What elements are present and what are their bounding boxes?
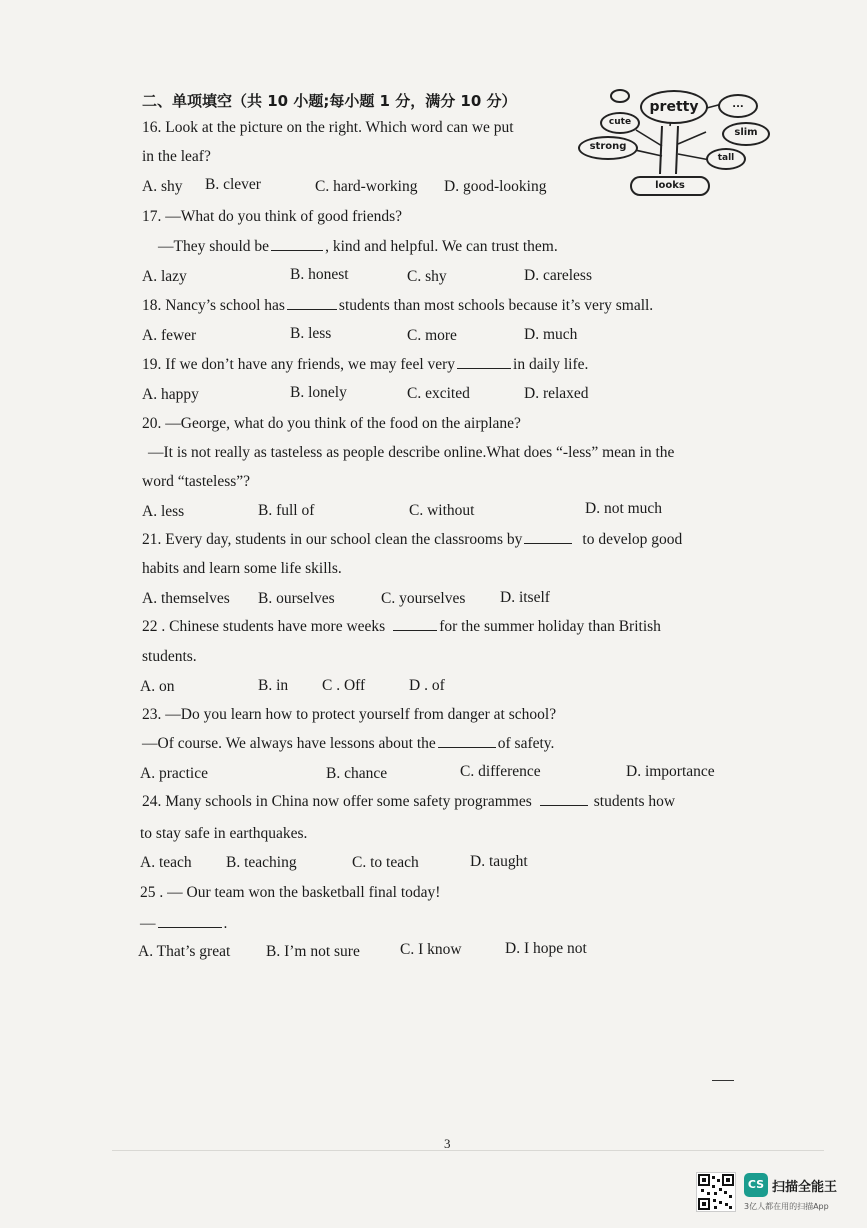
q17-option-c: C. shy (407, 268, 447, 285)
q25-stem: 25 . — Our team won the basketball final today! (140, 884, 441, 901)
q19-option-c: C. excited (407, 385, 470, 402)
q21-option-c: C. yourselves (381, 590, 466, 607)
q25-option-a: A. That’s great (138, 943, 231, 960)
q24-blank (540, 804, 588, 806)
trunk-looks: looks (630, 176, 710, 196)
q24-stem-pre: 24. Many schools in China now offer some safety programmes (142, 793, 532, 810)
q21-stem-post: to develop good (582, 531, 683, 548)
q16-option-d: D. good-looking (444, 178, 547, 195)
q23-stem-2-post: of safety. (497, 735, 555, 752)
q17-option-b: B. honest (290, 266, 349, 283)
q17-stem-2-post: , kind and helpful. We can trust them. (325, 238, 558, 255)
q17-blank (271, 249, 323, 251)
q21-stem-pre: 21. Every day, students in our school clean the classrooms by (142, 531, 523, 548)
q19-stem-pre: 19. If we don’t have any friends, we may feel very (142, 356, 456, 373)
q24-option-b: B. teaching (226, 854, 297, 871)
q22-option-b: B. in (258, 677, 289, 694)
word-tree-picture (574, 86, 774, 198)
q17-stem-2-pre: —They should be (158, 238, 270, 255)
q20-stem-2: —It is not really as tasteless as people describe online.What does “-less” mean in the (148, 444, 675, 461)
q22-stem-post: for the summer holiday than British (439, 618, 661, 635)
q16-option-c: C. hard-working (315, 178, 418, 195)
leaf-strong: strong (578, 136, 638, 160)
q16-stem-2: in the leaf? (142, 148, 211, 165)
q18-blank (287, 308, 337, 310)
q18-option-b: B. less (290, 325, 332, 342)
q19-option-d: D. relaxed (524, 385, 589, 402)
q20-option-c: C. without (409, 502, 475, 519)
leaf-slim: slim (722, 122, 770, 146)
q24-option-d: D. taught (470, 853, 528, 870)
q23-option-b: B. chance (326, 765, 388, 782)
q17-stem-2 (158, 239, 558, 255)
q22-stem-2: students. (142, 648, 197, 665)
q25-stem-2-post: . (223, 915, 228, 932)
q22-stem-pre: 22 . Chinese students have more weeks (142, 618, 386, 635)
q18-stem-post: students than most schools because it’s very small. (338, 297, 654, 314)
q25-option-d: D. I hope not (505, 940, 587, 957)
q18-stem-pre: 18. Nancy’s school has (142, 297, 285, 314)
q20-stem-3: word “tasteless”? (142, 473, 251, 490)
q22-option-d: D . of (409, 677, 445, 694)
scanner-app-tagline: 3亿人都在用的扫描App (744, 1202, 829, 1211)
q19-option-b: B. lonely (290, 384, 347, 401)
q24-option-c: C. to teach (352, 854, 419, 871)
q23-blank (438, 746, 496, 748)
q21-stem (142, 532, 682, 548)
camscanner-logo: CS (744, 1173, 768, 1197)
q23-option-a: A. practice (140, 765, 208, 782)
q16-option-a: A. shy (142, 178, 183, 195)
q25-stem-2-pre: — (140, 915, 156, 932)
leaf-pretty: pretty (640, 90, 708, 124)
q25-option-c: C. I know (400, 941, 462, 958)
q19-stem-post: in daily life. (513, 356, 589, 373)
q20-stem: 20. —George, what do you think of the food on the airplane? (142, 415, 521, 432)
q21-stem-2: habits and learn some life skills. (142, 560, 342, 577)
q21-option-d: D. itself (500, 589, 550, 606)
q22-option-a: A. on (140, 678, 175, 695)
section-heading: 二、单项填空（共 10 小题;每小题 1 分，满分 10 分） (142, 92, 517, 110)
leaf-cute: cute (600, 112, 640, 134)
scanner-app-name: 扫描全能王 (772, 1180, 838, 1195)
q16-option-b: B. clever (205, 176, 261, 193)
q25-option-b: B. I’m not sure (266, 943, 360, 960)
margin-dash (712, 1080, 734, 1081)
q21-option-a: A. themselves (142, 590, 230, 607)
q16-stem: 16. Look at the picture on the right. Which word can we put (142, 119, 514, 136)
q19-blank (457, 367, 511, 369)
q17-option-d: D. careless (524, 267, 592, 284)
q18-option-d: D. much (524, 326, 578, 343)
q22-stem (142, 619, 661, 635)
q22-option-c: C . Off (322, 677, 366, 694)
q19-stem (142, 357, 588, 373)
q17-option-a: A. lazy (142, 268, 187, 285)
q19-option-a: A. happy (142, 386, 199, 403)
q24-stem-post: students how (593, 793, 676, 810)
leaf-ellipsis: ... (718, 94, 758, 118)
q23-stem-2-pre: —Of course. We always have lessons about the (142, 735, 436, 752)
leaf-tall: tall (706, 148, 746, 170)
page-number: 3 (444, 1136, 451, 1151)
q23-option-c: C. difference (460, 763, 541, 780)
q18-stem (142, 298, 653, 314)
q21-blank (524, 542, 572, 544)
q24-stem (142, 794, 675, 810)
q23-option-d: D. importance (626, 763, 715, 780)
q25-blank (158, 926, 222, 928)
q23-stem-2 (142, 736, 554, 752)
page-bottom-rule (112, 1150, 824, 1151)
q18-option-c: C. more (407, 327, 457, 344)
q21-option-b: B. ourselves (258, 590, 335, 607)
q22-blank (393, 629, 437, 631)
q24-option-a: A. teach (140, 854, 192, 871)
q18-option-a: A. fewer (142, 327, 197, 344)
qr-code-icon (696, 1172, 736, 1212)
q20-option-b: B. full of (258, 502, 315, 519)
q20-option-a: A. less (142, 503, 185, 520)
q20-option-d: D. not much (585, 500, 663, 517)
q25-stem-2 (140, 916, 227, 932)
q24-stem-2: to stay safe in earthquakes. (140, 825, 308, 842)
q23-stem: 23. —Do you learn how to protect yourself from danger at school? (142, 706, 557, 723)
q17-stem: 17. —What do you think of good friends? (142, 208, 403, 225)
